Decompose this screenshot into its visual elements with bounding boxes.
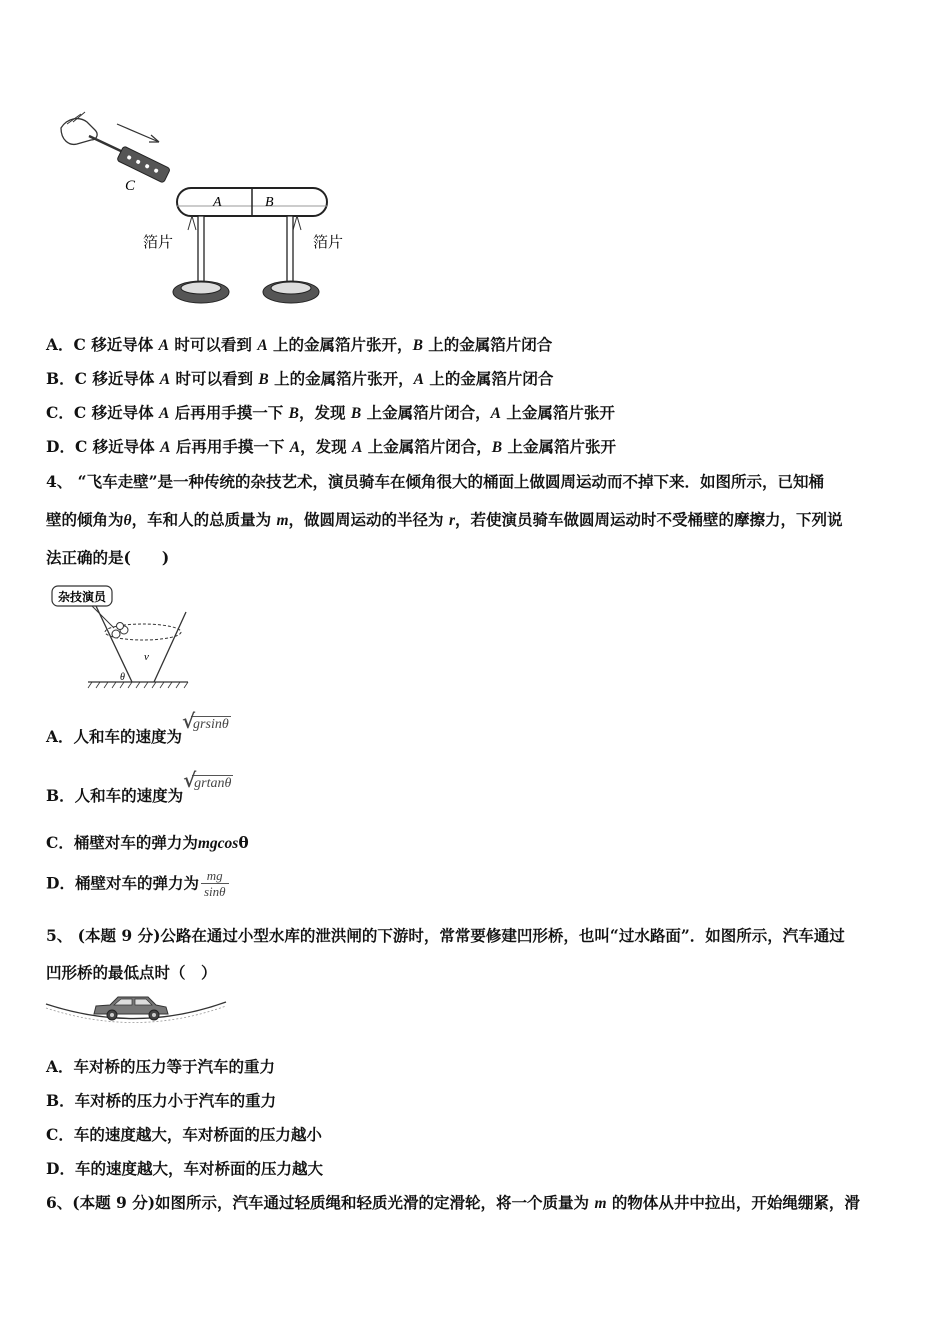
q5-option-a: A．车对桥的压力等于汽车的重力 — [46, 1057, 276, 1076]
q4-option-c: C．桶壁对车的弹力为mgcosθ — [46, 833, 249, 852]
rod-handle — [89, 136, 123, 152]
q4-stem-line1: 4、 “飞车走壁”是一种传统的杂技艺术，演员骑车在倾角很大的桶面上做圆周运动而不掉下来．如图所示，已知桶 — [46, 472, 825, 491]
foil-a — [188, 216, 196, 230]
label-a: A — [213, 195, 222, 210]
q5-option-c: C．车的速度越大，车对桥面的压力越小 — [46, 1125, 322, 1144]
wall-ride-figure — [48, 582, 198, 692]
q4-option-a: A．人和车的速度为 √ grsinθ — [46, 709, 229, 746]
velocity-label: v — [144, 651, 149, 663]
callout-label: 杂技演员 — [58, 590, 107, 604]
foil-label-left: 箔片 — [143, 235, 174, 251]
theta-label: θ — [120, 672, 125, 683]
q4-stem-line2: 壁的倾角为θ，车和人的总质量为 m，做圆周运动的半径为 r，若使演员骑车做圆周运动时不受桶壁的摩擦力，下列说 — [46, 510, 843, 529]
q5-option-b: B．车对桥的压力小于汽车的重力 — [46, 1091, 277, 1110]
sqrt-expression-a: √ grsinθ — [182, 709, 229, 733]
q3-option-a: A．C 移近导体 A 时可以看到 A 上的金属箔片张开，B 上的金属箔片闭合 — [46, 335, 553, 354]
foil-b — [293, 216, 301, 230]
concave-bridge-figure — [44, 990, 230, 1030]
q4-stem-line3: 法正确的是( ) — [46, 548, 170, 567]
q4-option-b: B．人和车的速度为 √ grtanθ — [46, 768, 232, 805]
q3-option-b: B．C 移近导体 A 时可以看到 B 上的金属箔片张开，A 上的金属箔片闭合 — [46, 369, 554, 388]
motion-arrow — [117, 124, 159, 142]
rider-icon — [112, 630, 120, 638]
hand-icon — [61, 119, 97, 145]
q5-option-d: D．车的速度越大，车对桥面的压力越大 — [46, 1159, 323, 1178]
q5-stem-line2: 凹形桥的最低点时（ ） — [46, 963, 217, 982]
q6-stem-line1: 6、(本题 9 分)如图所示，汽车通过轻质绳和轻质光滑的定滑轮，将一个质量为 m 的物体从井中拉出，开始绳绷紧，滑 — [46, 1193, 860, 1212]
q5-stem-line1: 5、 (本题 9 分)公路在通过小型水库的泄洪闸的下游时，常常要修建凹形桥，也叫“过水路面”．如图所示，汽车通过 — [46, 926, 845, 945]
cone-left-wall — [96, 606, 132, 682]
q3-option-d: D．C 移近导体 A 后再用手摸一下 A，发现 A 上金属箔片闭合，B 上金属箔片张开 — [46, 437, 616, 456]
fraction-expression: $\frac{mg}{\sin\theta}$ — [201, 868, 229, 899]
label-c: C — [125, 178, 136, 194]
q4-option-d: D．桶壁对车的弹力为 $\frac{mg}{\sin\theta}$ — [46, 868, 229, 908]
electroscope-figure — [55, 110, 365, 320]
q3-option-c: C．C 移近导体 A 后再用手摸一下 B，发现 B 上金属箔片闭合，A 上金属箔片张开 — [46, 403, 615, 422]
foil-label-right: 箔片 — [313, 235, 344, 251]
label-b: B — [265, 195, 274, 210]
sqrt-expression-b: √ grtanθ — [183, 768, 232, 792]
cone-right-wall — [154, 612, 186, 682]
